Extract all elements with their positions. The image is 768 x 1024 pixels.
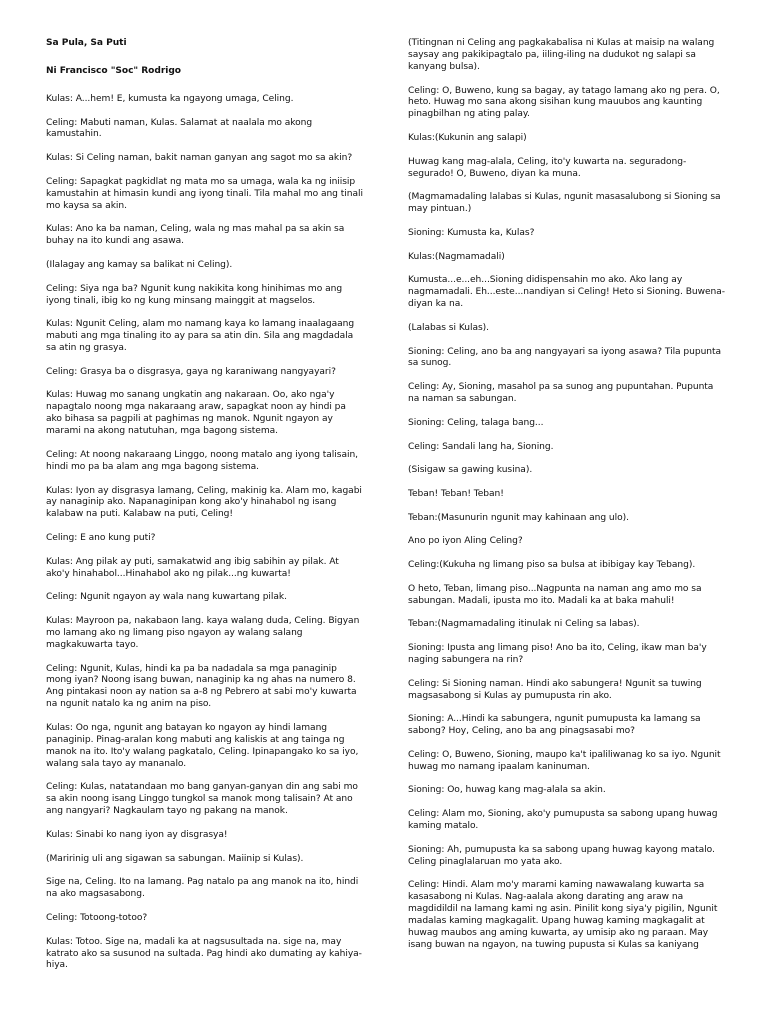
dialogue-paragraph: Celing: Siya nga ba? Ngunit kung nakikita kong hinihimas mo ang iyong tinali, ibig ko ng kung minsang mainggit at magselos. (46, 283, 343, 306)
dialogue-paragraph: Celing: O, Buweno, Sioning, maupo ka't ipaliliwanag ko sa iyo. Ngunit huwag mo namang ipaalam kaninuman. (408, 749, 721, 772)
dialogue-paragraph: (Ilalagay ang kamay sa balikat ni Celing). (46, 259, 233, 270)
dialogue-paragraph: Celing: Hindi. Alam mo'y marami kaming nawawalang kuwarta sa kasasabong ni Kulas. Nag-aalala akong darating ang araw na magdidildil na lamang kami ng asin. Pinilit kong siya'y pigilin, Ngunit madalas kaming magkagalit. Upang huwag kaming magkagalit at huwag maubos ang aming kuwarta, ay umisip ako ng paraan. May isang buwan na ngayon, na tuwing pupusta si Kulas sa kaniyang (408, 880, 718, 950)
dialogue-paragraph: Kulas: Mayroon pa, nakabaon lang. kaya walang duda, Celing. Bigyan mo lamang ako ng limang piso ngayon ay walang salang magkakuwarta tayo. (46, 616, 360, 650)
dialogue-paragraph: Sioning: Ipusta ang limang piso! Ano ba ito, Celing, ikaw man ba'y naging sabungera na rin? (408, 643, 707, 665)
dialogue-paragraph: Kulas: A...hem! E, kumusta ka ngayong umaga, Celing. (46, 93, 294, 104)
dialogue-paragraph: Kulas: Ang pilak ay puti, samakatwid ang ibig sabihin ay pilak. At ako'y hinahabol...Hinahabol ako ng pilak...ng kuwarta! (46, 556, 339, 579)
dialogue-paragraph: (Magmamadaling lalabas si Kulas, ngunit masasalubong si Sioning sa may pintuan.) (408, 192, 721, 215)
dialogue-paragraph: Sioning: Celing, talaga bang... (408, 417, 544, 428)
document-title: Sa Pula, Sa Puti (46, 38, 127, 48)
dialogue-paragraph: (Maririnig uli ang sigawan sa sabungan. Maiinip si Kulas). (46, 853, 304, 864)
dialogue-paragraph: Celing: E ano kung puti? (46, 533, 156, 544)
dialogue-paragraph: Celing: Alam mo, Sioning, ako'y pumupusta sa sabong upang huwag kaming matalo. (408, 809, 718, 832)
dialogue-paragraph: Celing: Sapagkat pagkidlat ng mata mo sa umaga, wala ka ng iniisip kamustahin at himasin kundi ang iyong tinali. Tila mahal mo ang tinali mo kaysa sa akin. (46, 176, 363, 211)
dialogue-paragraph: Sioning: Ah, pumupusta ka sa sabong upang huwag kayong matalo. Celing pinaglalaruan mo yata ako. (408, 844, 715, 867)
dialogue-paragraph: Sioning: Oo, huwag kang mag-alala sa akin. (408, 785, 606, 796)
dialogue-paragraph: Kulas: Iyon ay disgrasya lamang, Celing, makinig ka. Alam mo, kagabi ay nanaginip ako. Napanaginipan kong ako'y hinahabol ng isang kalabaw na puti. Kalabaw na puti, Celing! (46, 485, 362, 520)
right-column-paragraphs (408, 38, 726, 952)
dialogue-paragraph: Kumusta...e...eh...Sioning didispensahin mo ako. Ako lang ay nagmamadali. Eh...este...nandiyan si Celing! Heto si Sioning. Buwena-diyan ka na. (408, 275, 726, 310)
left-column (46, 38, 364, 984)
dialogue-paragraph: Kulas:(Nagmamadali) (408, 251, 505, 262)
dialogue-paragraph: Sioning: A...Hindi ka sabungera, ngunit pumupusta ka lamang sa sabong? Hoy, Celing, ano ba ang pinagsasabi mo? (408, 714, 701, 737)
dialogue-paragraph: Celing: Totoong-totoo? (46, 912, 148, 923)
dialogue-paragraph: (Lalabas si Kulas). (408, 322, 490, 333)
dialogue-paragraph: Kulas: Ano ka ba naman, Celing, wala ng mas mahal pa sa akin sa buhay na ito kundi ang asawa. (46, 224, 345, 247)
dialogue-paragraph: Celing: Grasya ba o disgrasya, gaya ng karaniwang nangyayari? (46, 366, 336, 377)
dialogue-paragraph: Kulas:(Kukunin ang salapi) (408, 133, 527, 144)
dialogue-paragraph: Kulas: Ngunit Celing, alam mo namang kaya ko lamang inaalagaang mabuti ang mga tinaling ito ay para sa atin din. Sila ang magdadala sa atin ng grasya. (46, 319, 355, 354)
dialogue-paragraph: Celing: Ngunit ngayon ay wala nang kuwartang pilak. (46, 592, 287, 603)
dialogue-paragraph: Celing:(Kukuha ng limang piso sa bulsa at ibibigay kay Tebang). (408, 560, 696, 571)
dialogue-paragraph: Kulas: Huwag mo sanang ungkatin ang nakaraan. Oo, ako nga'y napagtalo noong mga nakaraang araw, sapagkat noon ay hindi pa ako bihasa sa pagpili at paghimas ng manok. Ngunit ngayon ay marami na akong natutuhan, mga bagong sistema. (46, 390, 346, 437)
dialogue-paragraph: Kulas: Oo nga, ngunit ang batayan ko ngayon ay hindi lamang panaginip. Pinag-aralan kong mabuti ang kaliskis at ang tainga ng manok na ito. Ito'y walang pagkatalo, Celing. Ipinapangako ko sa iyo, walang sala tayo ay mananalo. (46, 722, 359, 769)
left-column-paragraphs (46, 94, 364, 973)
dialogue-paragraph: Teban! Teban! Teban! (408, 488, 504, 499)
dialogue-paragraph: Celing: Ngunit, Kulas, hindi ka pa ba nadadala sa mga panaginip mong iyan? Noong isang buwan, nanaginip ka ng ahas na numero 8. Ang pintakasi noon ay nation sa a-8 ng Pebrero at sabi mo'y kuwarta na ngunit natalo ka ng anim na piso. (46, 663, 357, 710)
dialogue-paragraph: Teban:(Masunurin ngunit may kahinaan ang ulo). (408, 512, 629, 523)
dialogue-paragraph: (Titingnan ni Celing ang pagkakabalisa ni Kulas at maisip na walang saysay ang pakikipagtalo pa, iiling-iling na dudukot ng salapi sa kanyang bulsa). (408, 38, 715, 72)
dialogue-paragraph: Celing: Kulas, natatandaan mo bang ganyan-ganyan din ang sabi mo sa akin noong isang Linggo tungkol sa manok mong talisain? At ano ang nangyari? Nagkaulam tayo ng pakang na manok. (46, 782, 358, 817)
right-column (408, 38, 726, 964)
dialogue-paragraph: (Sisigaw sa gawing kusina). (408, 465, 533, 476)
dialogue-paragraph: Celing: O, Buweno, kung sa bagay, ay tatago lamang ako ng pera. O, heto. Huwag mo sana akong sisihan kung mauubos ang kaunting pinagbilhan ng ating palay. (408, 85, 720, 120)
dialogue-paragraph: O heto, Teban, limang piso...Nagpunta na naman ang amo mo sa sabungan. Madali, ipusta mo ito. Madali ka at baka mahuli! (408, 583, 702, 606)
dialogue-paragraph: Kulas: Si Celing naman, bakit naman ganyan ang sagot mo sa akin? (46, 153, 353, 164)
dialogue-paragraph: Celing: At noong nakaraang Linggo, noong matalo ang iyong talisain, hindi mo pa ba alam ang mga bagong sistema. (46, 449, 358, 472)
dialogue-paragraph: Kulas: Sinabi ko nang iyon ay disgrasya! (46, 829, 228, 840)
dialogue-paragraph: Ano po iyon Aling Celing? (408, 536, 523, 547)
document-author: Ni Francisco "Soc" Rodrigo (46, 65, 181, 76)
dialogue-paragraph: Sioning: Celing, ano ba ang nangyayari sa iyong asawa? Tila pupunta sa sunog. (408, 346, 722, 369)
dialogue-paragraph: Sige na, Celing. Ito na lamang. Pag natalo pa ang manok na ito, hindi na ako magsasabong. (46, 877, 359, 900)
dialogue-paragraph: Celing: Mabuti naman, Kulas. Salamat at naalala mo akong kamustahin. (46, 117, 313, 140)
dialogue-paragraph: Teban:(Nagmamadaling itinulak ni Celing sa labas). (408, 619, 640, 630)
dialogue-paragraph: Celing: Sandali lang ha, Sioning. (408, 441, 554, 452)
dialogue-paragraph: Huwag kang mag-alala, Celing, ito'y kuwarta na. seguradong-segurado! O, Buweno, diyan ka muna. (408, 156, 687, 179)
dialogue-paragraph: Celing: Si Sioning naman. Hindi ako sabungera! Ngunit sa tuwing magsasabong si Kulas ay pumupusta rin ako. (408, 678, 702, 701)
dialogue-paragraph: Sioning: Kumusta ka, Kulas? (408, 227, 535, 238)
dialogue-paragraph: Celing: Ay, Sioning, masahol pa sa sunog ang pupuntahan. Pupunta na naman sa sabungan. (408, 382, 714, 405)
dialogue-paragraph: Kulas: Totoo. Sige na, madali ka at nagsusultada na. sige na, may katrato ako sa susunod na sultada. Pag hindi ako dumating ay kahiya-hiya. (46, 936, 362, 971)
